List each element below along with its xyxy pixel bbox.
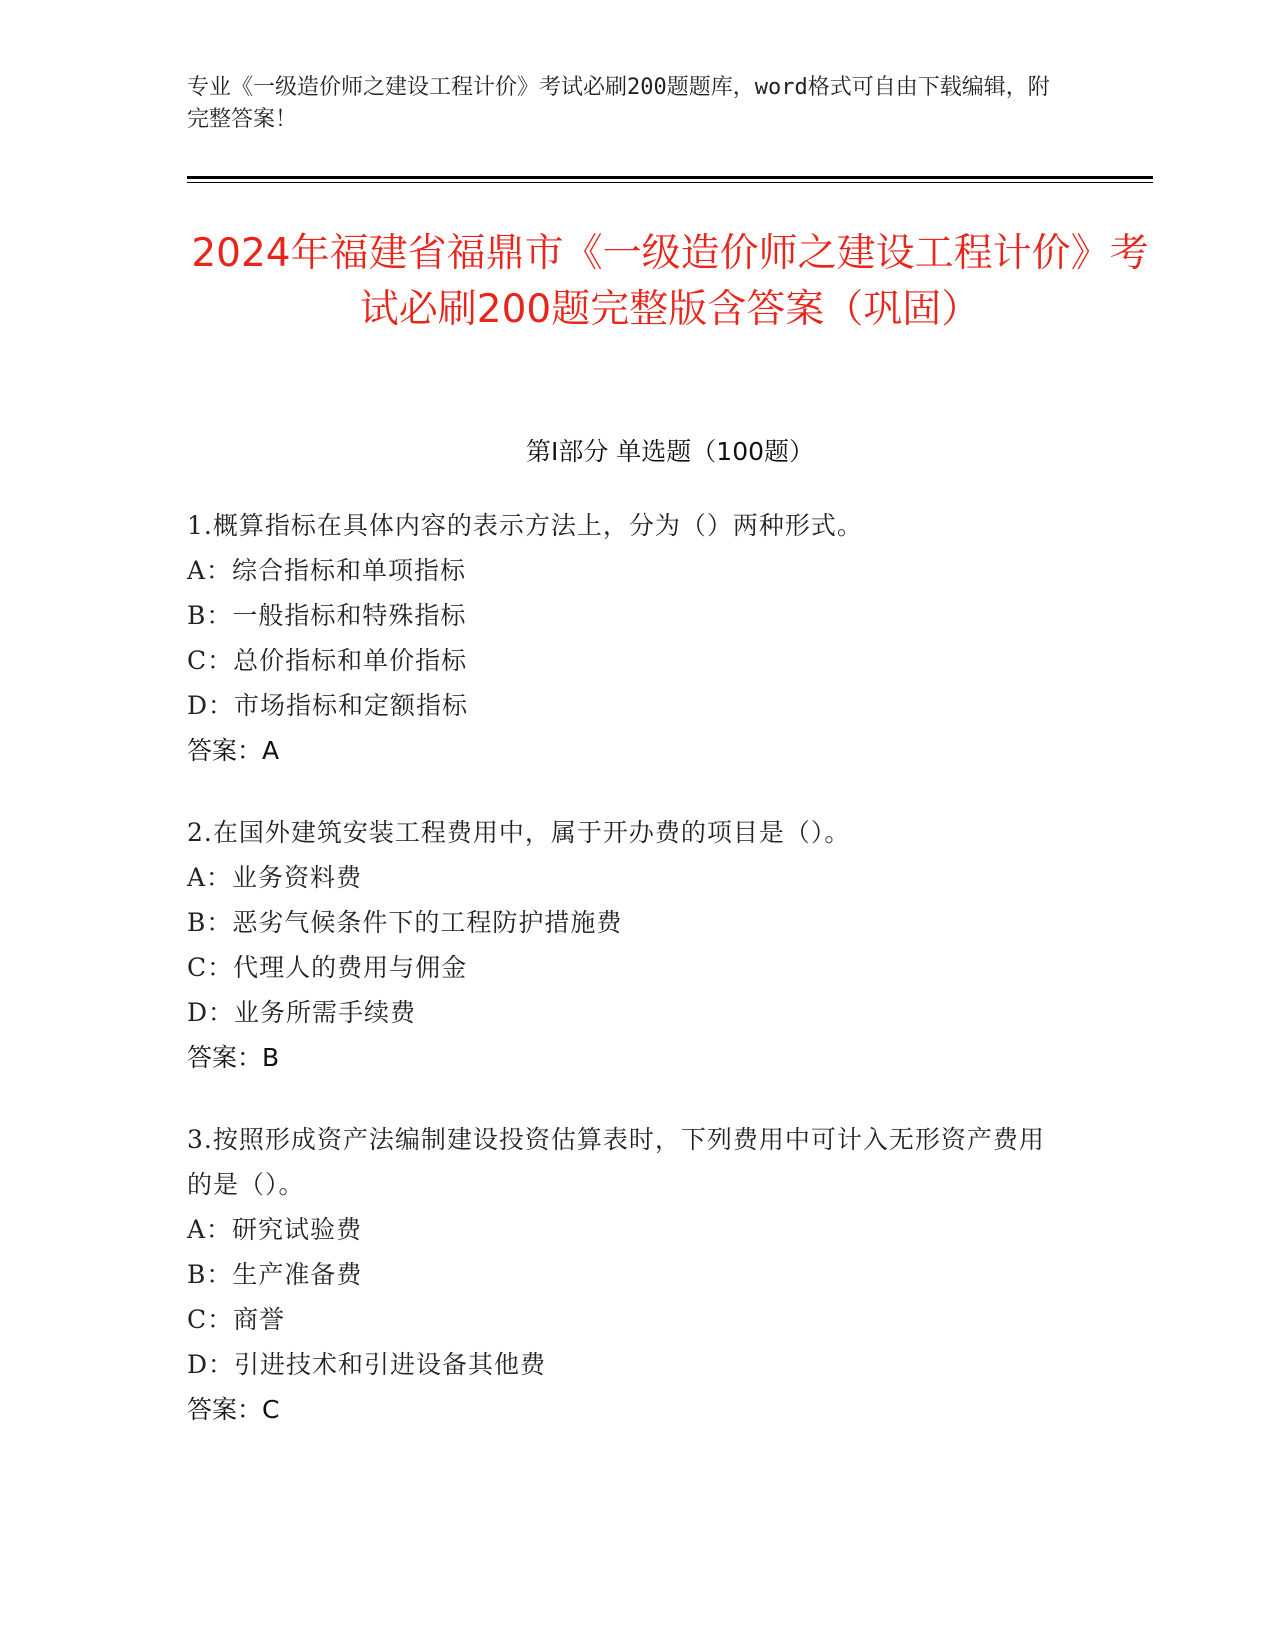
- question-1: [187, 503, 1087, 773]
- document-title: 2024年福建省福鼎市《一级造价师之建设工程计价》考试必刷200题完整版含答案（巩固）: [191, 231, 1149, 332]
- header-note: 专业《一级造价师之建设工程计价》考试必刷200题题库，word格式可自由下载编辑，附完整答案！: [187, 75, 1050, 132]
- option-a: A：研究试验费: [187, 1215, 363, 1244]
- question-stem: 1.概算指标在具体内容的表示方法上，分为（）两种形式。: [187, 511, 863, 540]
- header-divider-thin: [187, 182, 1153, 183]
- question-2: [187, 810, 1087, 1080]
- question-3: [187, 1117, 1067, 1432]
- option-b: B：一般指标和特殊指标: [187, 601, 467, 630]
- option-b: B：生产准备费: [187, 1260, 363, 1289]
- section-title: 第I部分 单选题（100题）: [525, 437, 815, 466]
- option-a: A：业务资料费: [187, 863, 363, 892]
- option-a: A：综合指标和单项指标: [187, 556, 467, 585]
- header-divider-thick: [187, 176, 1153, 179]
- option-c: C：代理人的费用与佣金: [187, 953, 468, 982]
- option-d: D：引进技术和引进设备其他费: [187, 1350, 547, 1379]
- option-c: C：商誉: [187, 1305, 286, 1334]
- option-b: B：恶劣气候条件下的工程防护措施费: [187, 908, 623, 937]
- question-stem: 3.按照形成资产法编制建设投资估算表时，下列费用中可计入无形资产费用的是（）。: [187, 1125, 1045, 1199]
- option-d: D：市场指标和定额指标: [187, 691, 469, 720]
- option-c: C：总价指标和单价指标: [187, 646, 468, 675]
- question-stem: 2.在国外建筑安装工程费用中，属于开办费的项目是（）。: [187, 818, 851, 847]
- answer: 答案：B: [187, 1043, 280, 1072]
- answer: 答案：A: [187, 736, 280, 765]
- option-d: D：业务所需手续费: [187, 998, 417, 1027]
- answer: 答案：C: [187, 1395, 280, 1424]
